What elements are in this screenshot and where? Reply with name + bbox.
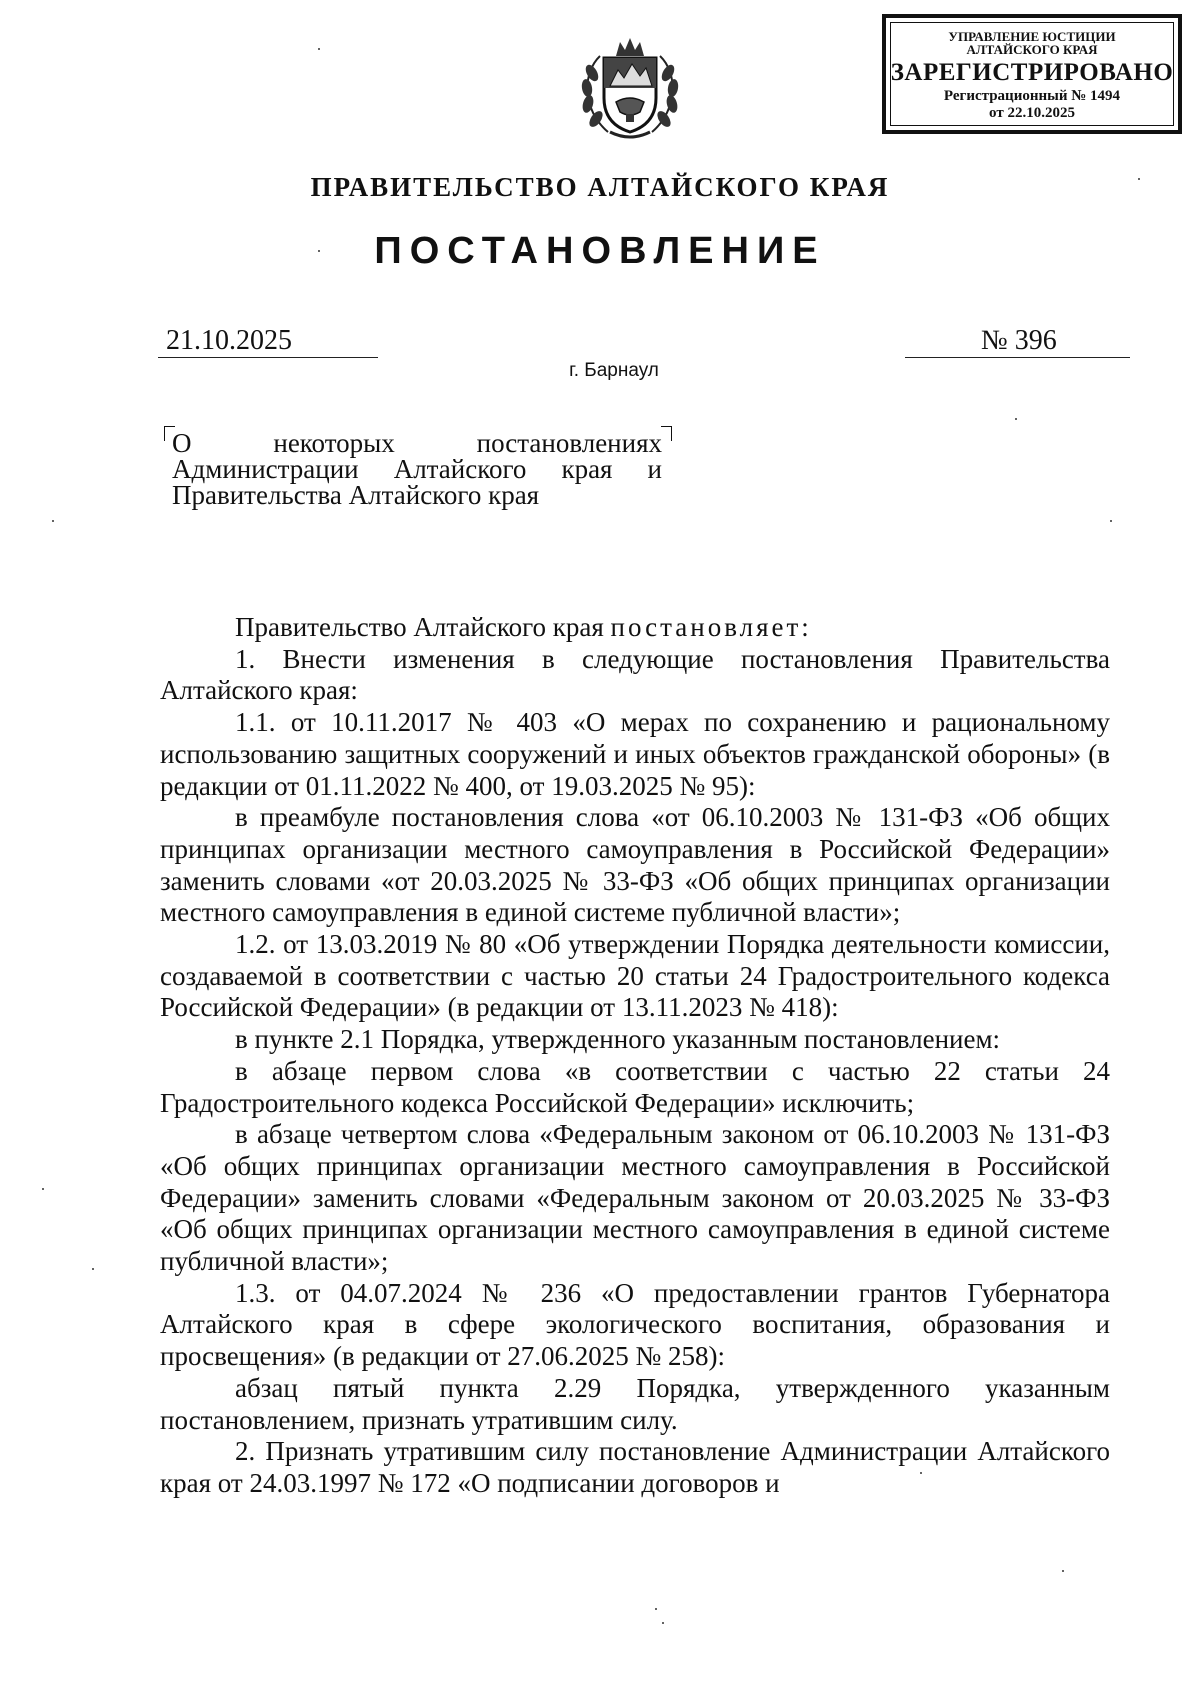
body-paragraph: абзац пятый пункта 2.29 Порядка, утвержденного указанным постановлением, признать утратившим силу. [160, 1372, 1110, 1435]
intro-prefix: Правительство Алтайского края [235, 612, 611, 642]
body-paragraph: в абзаце первом слова «в соответствии с частью 22 статьи 24 Градостроительного кодекса Российской Федерации» исключить; [160, 1055, 1110, 1118]
document-type: ПОСТАНОВЛЕНИЕ [374, 230, 826, 272]
document-body [160, 612, 1110, 1500]
body-paragraph: в абзаце четвертом слова «Федеральным законом от 06.10.2003 № 131-ФЗ «Об общих принципах организации местного самоуправления в Российской Федерации» заменить словами «Федеральным законом от 20.03.2025 № 33-ФЗ «Об общих принципах организации местного самоуправления в единой системе публичной власти»; [160, 1119, 1110, 1277]
intro-suffix: : [801, 612, 809, 642]
subject-line: Правительства Алтайского края [172, 480, 540, 510]
body-paragraph: 1.3. от 04.07.2024 № 236 «О предоставлении грантов Губернатора Алтайского края в сфере экологического воспитания, образования и просвещения» (в редакции от 27.06.2025 № 258): [160, 1277, 1110, 1372]
subject-line: Администрации Алтайского края и [172, 454, 662, 484]
stamp-reg-number: Регистрационный № 1494 [943, 88, 1121, 104]
stamp-agency: УПРАВЛЕНИЕ ЮСТИЦИИ АЛТАЙСКОГО КРАЯ [948, 29, 1116, 57]
body-paragraph: 1. Внести изменения в следующие постановления Правительства Алтайского края: [160, 643, 1110, 706]
body-paragraph: 1.2. от 13.03.2019 № 80 «Об утверждении Порядка деятельности комиссии, создаваемой в соответствии с частью 20 статьи 24 Градостроительного кодекса Российской Федерации» (в редакции от 13.11.2023 № 418): [160, 929, 1110, 1023]
organization-title: ПРАВИТЕЛЬСТВО АЛТАЙСКОГО КРАЯ [310, 172, 890, 202]
subject-bracket-right [661, 426, 672, 441]
stamp-status: ЗАРЕГИСТРИРОВАНО [890, 59, 1174, 86]
coat-of-arms-icon [570, 28, 690, 148]
body-paragraph: 1.1. от 10.11.2017 № 403 «О мерах по сохранению и рациональному использованию защитных сооружений и иных объектов гражданской обороны» (в редакции от 01.11.2022 № 400, от 19.03.2025 № 95): [160, 707, 1110, 801]
document-city: г. Барнаул [569, 360, 659, 381]
body-paragraph: 2. Признать утратившим силу постановление Администрации Алтайского края от 24.03.1997 № 172 «О подписании договоров и [160, 1436, 1110, 1498]
document-subject [172, 430, 662, 508]
intro-paragraph [160, 612, 1110, 644]
subject-line: О некоторых постановлениях [172, 428, 662, 458]
intro-verb: постановляет [610, 612, 802, 642]
document-number: № 396 [905, 325, 1130, 358]
body-paragraph: в преамбуле постановления слова «от 06.10.2003 № 131-ФЗ «Об общих принципах организации местного самоуправления в Российской Федерации» заменить словами «от 20.03.2025 № 33-ФЗ «Об общих принципах организации местного самоуправления в единой системе публичной власти»; [160, 802, 1110, 928]
body-paragraph: в пункте 2.1 Порядка, утвержденного указанным постановлением: [235, 1024, 1001, 1055]
registration-stamp [882, 14, 1182, 134]
subject-bracket-left [164, 426, 175, 441]
document-date: 21.10.2025 [158, 325, 378, 358]
stamp-reg-date: от 22.10.2025 [989, 105, 1075, 121]
